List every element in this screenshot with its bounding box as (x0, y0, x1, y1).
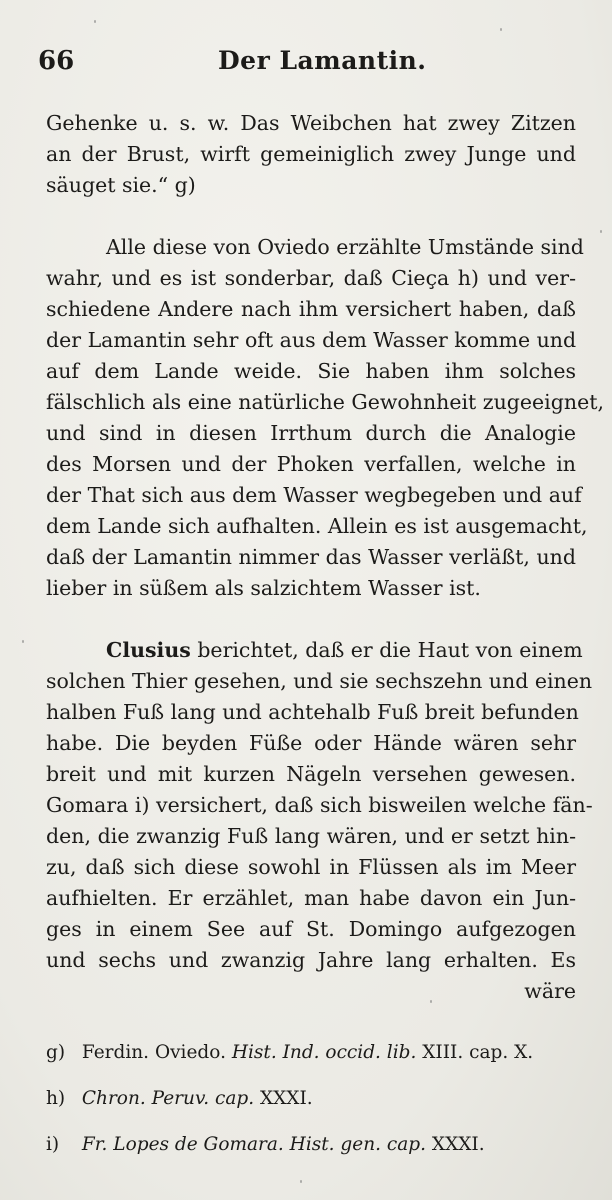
paper-speck (22, 640, 24, 643)
text-line: Gomara i) versichert, daß sich bisweilen welche fän- (46, 793, 593, 817)
text-line: habe. Die beyden Füße oder Hände wären sehr (46, 731, 576, 755)
text-line: säuget sie.“ g) (46, 173, 196, 197)
text-line (46, 635, 583, 666)
footnote-title: Fr. Lopes de Gomara. Hist. gen. cap. (81, 1134, 427, 1155)
text-line: fälschlich als eine natürliche Gewohnheit zugeeignet, (46, 390, 604, 414)
text-line: ges in einem See auf St. Domingo aufgezogen (46, 917, 576, 941)
text-line: an der Brust, wirft gemeiniglich zwey Junge und (46, 142, 576, 166)
text-line: des Morsen und der Phoken verfallen, welche in (46, 452, 576, 476)
paper-speck (430, 1000, 432, 1003)
footnote-h (46, 1076, 576, 1122)
paper-speck (300, 1180, 302, 1183)
footnote-mark: g) (46, 1042, 66, 1063)
text-line: auf dem Lande weide. Sie haben ihm solches (46, 359, 576, 383)
text-line: daß der Lamantin nimmer das Wasser verläßt, und (46, 545, 576, 569)
footnote-mark: h) (46, 1088, 66, 1109)
text-line: lieber in süßem als salzichtem Wasser ist. (46, 576, 481, 600)
running-title: Der Lamantin. (218, 46, 427, 75)
text-line: solchen Thier gesehen, und sie sechszehn und einen (46, 669, 593, 693)
text-line: und sechs und zwanzig Jahre lang erhalten. Es (46, 948, 576, 972)
text-line: aufhielten. Er erzählet, man habe davon ein Jun- (46, 886, 576, 910)
text-line: der Lamantin sehr oft aus dem Wasser komme und (46, 328, 577, 352)
text-line: zu, daß sich diese sowohl in Flüssen als im Meer (46, 855, 576, 879)
name-clusius: Clusius (106, 638, 191, 662)
footnote-g (46, 1030, 576, 1076)
page-number: 66 (38, 46, 75, 76)
page-header (38, 46, 572, 80)
text-line: dem Lande sich aufhalten. Allein es ist ausgemacht, (46, 514, 588, 538)
footnotes (46, 1030, 576, 1168)
text-span: berichtet, daß er die Haut von einem (190, 638, 583, 662)
text-line: der That sich aus dem Wasser wegbegeben und auf (46, 483, 582, 507)
catchword: wäre (524, 979, 576, 1003)
footnote-mark: i) (46, 1134, 60, 1155)
text-line: den, die zwanzig Fuß lang wären, und er setzt hin- (46, 824, 576, 848)
text-line: Gehenke u. s. w. Das Weibchen hat zwey Zitzen (46, 111, 576, 135)
footnote-ref: XXXI. (259, 1088, 313, 1109)
footnote-i (46, 1122, 576, 1168)
paper-speck (94, 20, 96, 23)
text-line: schiedene Andere nach ihm versichert haben, daß (46, 297, 576, 321)
body-text (46, 108, 604, 1007)
paper-speck (600, 230, 602, 233)
text-line: halben Fuß lang und achtehalb Fuß breit befunden (46, 700, 579, 724)
paper-speck (500, 28, 502, 31)
footnote-ref: XIII. cap. X. (422, 1042, 534, 1063)
paragraph-1 (46, 108, 576, 201)
paragraph-2 (46, 232, 604, 604)
text-line: Alle diese von Oviedo erzählte Umstände sind (106, 235, 584, 259)
footnote-author: Ferdin. Oviedo. (81, 1042, 226, 1063)
text-line: und sind in diesen Irrthum durch die Analogie (46, 421, 576, 445)
footnote-title: Chron. Peruv. cap. (81, 1088, 255, 1109)
footnote-ref: XXXI. (431, 1134, 485, 1155)
text-line: wahr, und es ist sonderbar, daß Cieça h) und ver- (46, 266, 576, 290)
paragraph-3 (46, 635, 593, 1007)
footnote-title: Hist. Ind. occid. lib. (231, 1042, 417, 1063)
text-line: breit und mit kurzen Nägeln versehen gewesen. (46, 762, 576, 786)
